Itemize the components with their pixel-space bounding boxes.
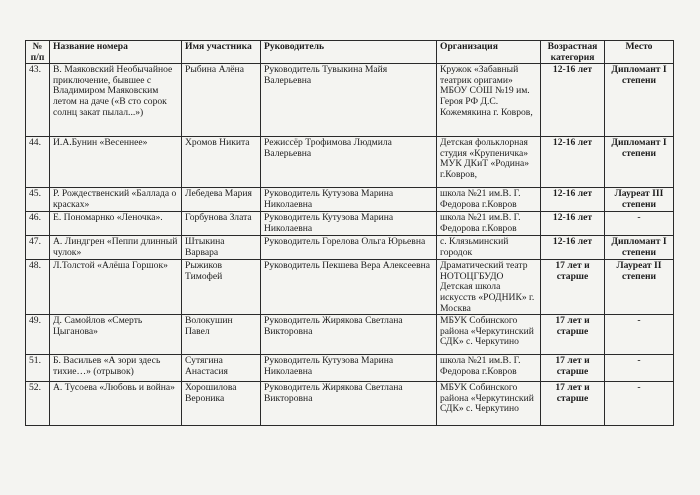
row-place: Дипломант I степени (605, 64, 674, 137)
row-place: - (605, 212, 674, 236)
row-num: 44. (26, 137, 50, 188)
row-organization: школа №21 им.В. Г. Федорова г.Ковров (437, 212, 541, 236)
row-category: 12-16 лет (541, 212, 605, 236)
table-row (26, 188, 674, 212)
row-leader: Руководитель Кутузова Марина Николаевна (261, 355, 437, 382)
table-row (26, 260, 674, 315)
row-leader: Руководитель Жирякова Светлана Викторовна (261, 382, 437, 426)
row-category: 12-16 лет (541, 236, 605, 260)
row-num: 46. (26, 212, 50, 236)
row-num: 47. (26, 236, 50, 260)
row-leader: Режиссёр Трофимова Людмила Валерьевна (261, 137, 437, 188)
row-place: - (605, 315, 674, 355)
header-place: Место (605, 41, 674, 64)
row-category: 17 лет и старше (541, 355, 605, 382)
row-organization: МБУК Собинского района «Черкутинский СДК» с. Черкутино (437, 382, 541, 426)
header-organization: Организация (437, 41, 541, 64)
row-organization: Кружок «Забавный театрик оригами» МБОУ СОШ №19 им. Героя РФ Д.С. Кожемякина г. Ковров, (437, 64, 541, 137)
row-participant: Хорошилова Вероника (182, 382, 261, 426)
row-title: Р. Рождественский «Баллада о красках» (50, 188, 182, 212)
row-organization: школа №21 им.В. Г. Федорова г.Ковров (437, 355, 541, 382)
header-participant: Имя участника (182, 41, 261, 64)
row-category: 17 лет и старше (541, 382, 605, 426)
row-leader: Руководитель Тувыкина Майя Валерьевна (261, 64, 437, 137)
row-place: - (605, 382, 674, 426)
row-category: 12-16 лет (541, 64, 605, 137)
row-organization: школа №21 им.В. Г. Федорова г.Ковров (437, 188, 541, 212)
row-leader: Руководитель Кутузова Марина Николаевна (261, 188, 437, 212)
row-num: 51. (26, 355, 50, 382)
row-place: - (605, 355, 674, 382)
table-row (26, 64, 674, 137)
row-title: Д. Самойлов «Смерть Цыганова» (50, 315, 182, 355)
row-num: 52. (26, 382, 50, 426)
row-title: А. Линдгрен «Пеппи длинный чулок» (50, 236, 182, 260)
results-table (25, 40, 674, 426)
row-num: 49. (26, 315, 50, 355)
row-category: 12-16 лет (541, 188, 605, 212)
table-row (26, 382, 674, 426)
table-row (26, 137, 674, 188)
table-row (26, 315, 674, 355)
header-leader: Руководитель (261, 41, 437, 64)
row-participant: Волокушин Павел (182, 315, 261, 355)
row-leader: Руководитель Жирякова Светлана Викторовна (261, 315, 437, 355)
row-title: Е. Пономарнко «Леночка». (50, 212, 182, 236)
row-leader: Руководитель Пекшева Вера Алексеевна (261, 260, 437, 315)
row-leader: Руководитель Кутузова Марина Николаевна (261, 212, 437, 236)
row-participant: Лебедева Мария (182, 188, 261, 212)
row-title: А. Тусоева «Любовь и война» (50, 382, 182, 426)
row-organization: с. Клязьминский городок (437, 236, 541, 260)
header-category: Возрастная категория (541, 41, 605, 64)
row-organization: Драматический театр НОТОЦГБУДО Детская школа искусств «РОДНИК» г. Москва (437, 260, 541, 315)
row-num: 45. (26, 188, 50, 212)
row-place: Лауреат III степени (605, 188, 674, 212)
table-row (26, 212, 674, 236)
row-participant: Рыжиков Тимофей (182, 260, 261, 315)
row-participant: Горбунова Злата (182, 212, 261, 236)
row-num: 48. (26, 260, 50, 315)
row-organization: МБУК Собинского района «Черкутинский СДК» с. Черкутино (437, 315, 541, 355)
row-category: 12-16 лет (541, 137, 605, 188)
row-participant: Рыбина Алёна (182, 64, 261, 137)
table-row (26, 236, 674, 260)
row-title: В. Маяковский Необычайное приключение, бывшее с Владимиром Маяковским летом на даче («В сто сорок солнц закат пылал...») (50, 64, 182, 137)
row-title: Л.Толстой «Алёша Горшок» (50, 260, 182, 315)
header-title: Название номера (50, 41, 182, 64)
row-participant: Штыкина Варвара (182, 236, 261, 260)
row-category: 17 лет и старше (541, 315, 605, 355)
row-participant: Сутягина Анастасия (182, 355, 261, 382)
row-place: Дипломант I степени (605, 236, 674, 260)
table-header-row (26, 41, 674, 64)
row-place: Дипломант I степени (605, 137, 674, 188)
header-num: № п/п (26, 41, 50, 64)
row-num: 43. (26, 64, 50, 137)
row-participant: Хромов Никита (182, 137, 261, 188)
row-place: Лауреат II степени (605, 260, 674, 315)
row-organization: Детская фольклорная студия «Крупеничка» МУК ДКиТ «Родина» г.Ковров, (437, 137, 541, 188)
row-title: И.А.Бунин «Весеннее» (50, 137, 182, 188)
row-category: 17 лет и старше (541, 260, 605, 315)
row-leader: Руководитель Горелова Ольга Юрьевна (261, 236, 437, 260)
table-row (26, 355, 674, 382)
row-title: Б. Васильев «А зори здесь тихие…» (отрывок) (50, 355, 182, 382)
